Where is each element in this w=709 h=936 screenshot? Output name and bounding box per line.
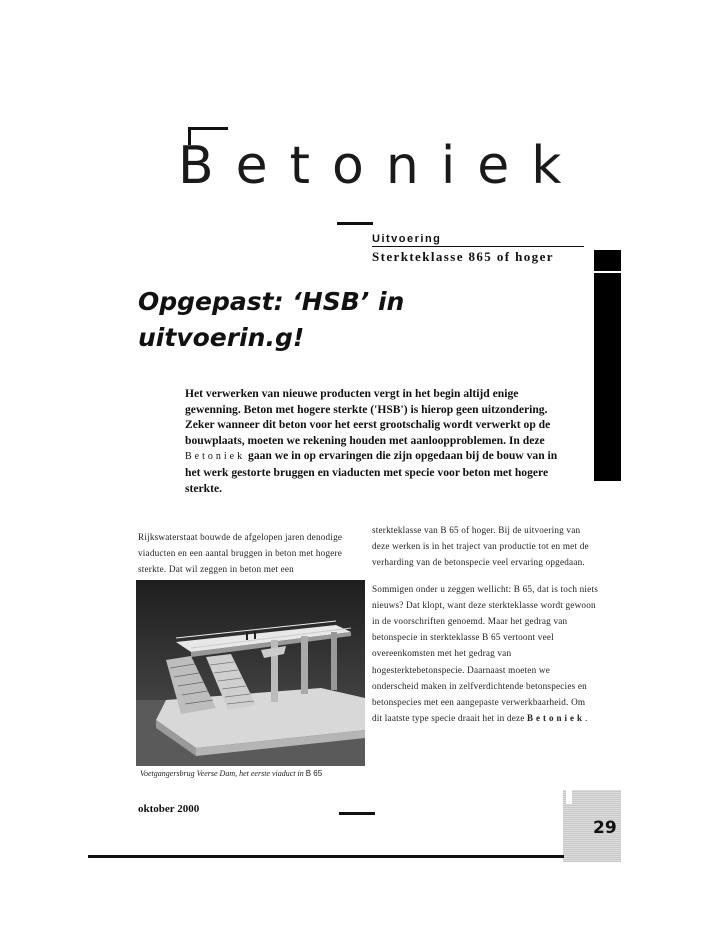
footer-date: oktober 2000 (138, 803, 200, 815)
side-tab (594, 250, 621, 481)
masthead-title: Betoniek (178, 136, 584, 196)
body-right-brand: Betoniek (527, 713, 586, 724)
body-column-left (138, 529, 368, 588)
intro-text-2: gaan we in op ervaringen die zijn opgedaan bij de bouw van in het werk gestorte bruggen en viaducten met specie voor beton met hogere sterkte. (185, 449, 558, 495)
body-column-right (372, 522, 598, 736)
section-rule (372, 246, 584, 247)
photo-caption-suffix: B 65 (305, 769, 323, 778)
divider-dash (337, 222, 373, 225)
section-label: Uitvoering (372, 233, 442, 245)
body-right-paragraph-1: sterkteklasse van B 65 of hoger. Bij de uitvoering van deze werken is in het traject van productie tot en met de verharding van de betonspecie veel ervaring opgedaan. (372, 525, 589, 568)
photo-caption (140, 769, 322, 778)
intro-text-1: Het verwerken van nieuwe producten vergt in het begin altijd enige gewenning. Beton met hogere sterkte ('HSB') is hierop geen uitzondering. Zeker wanneer dit beton voor het eerst grootschalig wordt verwerkt op de bouwplaats, moeten we rekening houden met aanloopproblemen. In deze (185, 387, 551, 447)
body-left-paragraph: Rijkswaterstaat bouwde de afgelopen jaren denodige viaducten en een aantal bruggen in beton met hogere sterkte. Dat wil zeggen in beton met een (138, 532, 343, 575)
divider-dash-bottom (339, 812, 375, 815)
body-right-paragraph-2 (372, 581, 598, 727)
section-subtitle: Sterkteklasse 865 of hoger (372, 249, 554, 264)
page-number: 29 (593, 818, 617, 838)
headline-line-2: uitvoerin.g! (138, 323, 305, 352)
intro-paragraph (185, 386, 567, 496)
headline-line-1: Opgepast: ‘HSB’ in (138, 287, 405, 316)
body-right-end: . (585, 713, 588, 724)
body-right-paragraph-2-text: Sommigen onder u zeggen wellicht: B 65, dat is toch niets nieuws? Dat klopt, want deze sterkteklasse wordt gewoon in de voorschriften genoemd. Maar het gedrag van betonspecie in sterkteklasse B 65 vertoont veel overeenkomsten met het gedrag van hogesterktebetonspecie. Daarnaast moeten we onderscheid maken in zelfverdichtende betonspecies en betonspecies met een aangepaste verwerkbaarheid. Om dit laatste type specie draait het in deze (372, 583, 598, 724)
bridge-photo (136, 580, 365, 766)
bottom-rule (88, 855, 564, 858)
masthead-decoration (190, 127, 228, 130)
article-headline (138, 284, 578, 356)
photo-caption-text: Voetgangersbrug Veerse Dam, het eerste viaduct in (140, 769, 304, 778)
side-tab-line (594, 271, 621, 273)
intro-brand: Betoniek (185, 451, 246, 463)
page-box-notch (566, 790, 572, 804)
